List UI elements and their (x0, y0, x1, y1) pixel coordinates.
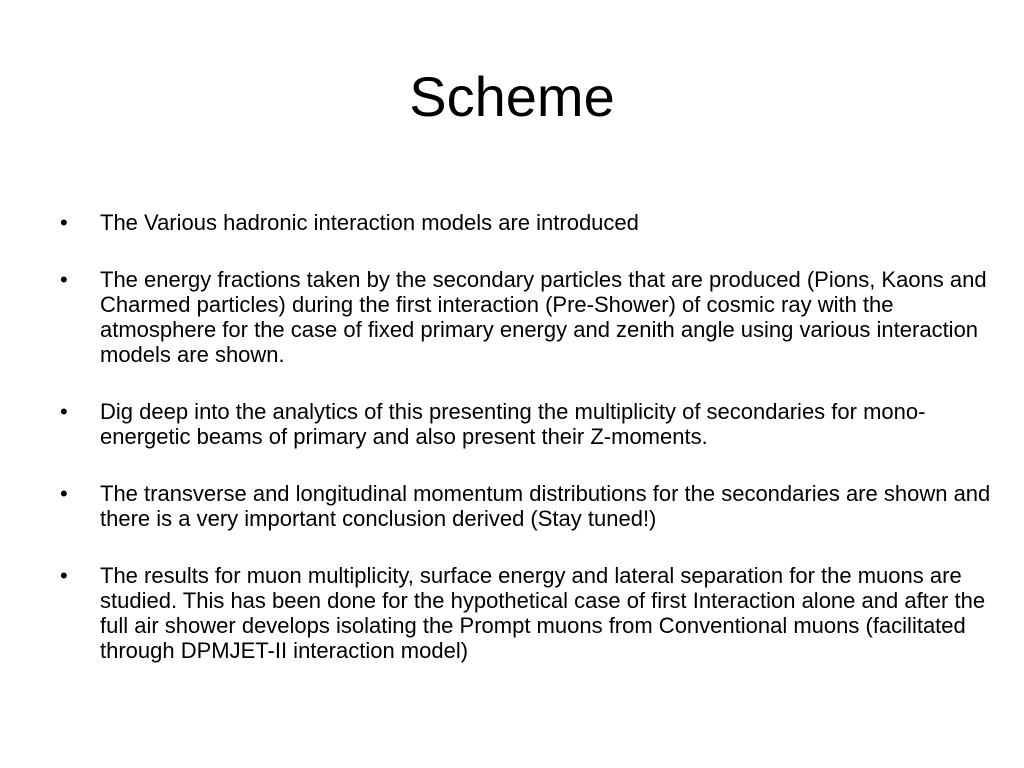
bullet-item (60, 210, 1000, 235)
bullet-text: The transverse and longitudinal momentum distributions for the secondaries are shown and there is a very important conclusion derived (Stay tuned!) (100, 481, 991, 531)
bullet-text: The Various hadronic interaction models are introduced (100, 210, 639, 235)
bullet-marker: • (60, 267, 68, 292)
bullet-marker: • (60, 481, 68, 506)
bullet-marker: • (60, 563, 68, 588)
bullet-item (60, 563, 1000, 663)
bullet-list (60, 210, 1000, 695)
bullet-item (60, 267, 1000, 367)
bullet-text: The results for muon multiplicity, surface energy and lateral separation for the muons are studied. This has been done for the hypothetical case of first Interaction alone and after the full air shower develops isolating the Prompt muons from Conventional muons (facilitated through DPMJET-II interaction model) (100, 563, 986, 663)
bullet-text: Dig deep into the analytics of this presenting the multiplicity of secondaries for mono-energetic beams of primary and also present their Z-moments. (100, 399, 926, 449)
bullet-item (60, 399, 1000, 449)
bullet-marker: • (60, 210, 68, 235)
bullet-item (60, 481, 1000, 531)
bullet-text: The energy fractions taken by the secondary particles that are produced (Pions, Kaons and Charmed particles) during the first interaction (Pre-Shower) of cosmic ray with the atmosphere for the case of fixed primary energy and zenith angle using various interaction models are shown. (100, 267, 987, 367)
slide-title: Scheme (409, 65, 615, 128)
bullet-marker: • (60, 399, 68, 424)
